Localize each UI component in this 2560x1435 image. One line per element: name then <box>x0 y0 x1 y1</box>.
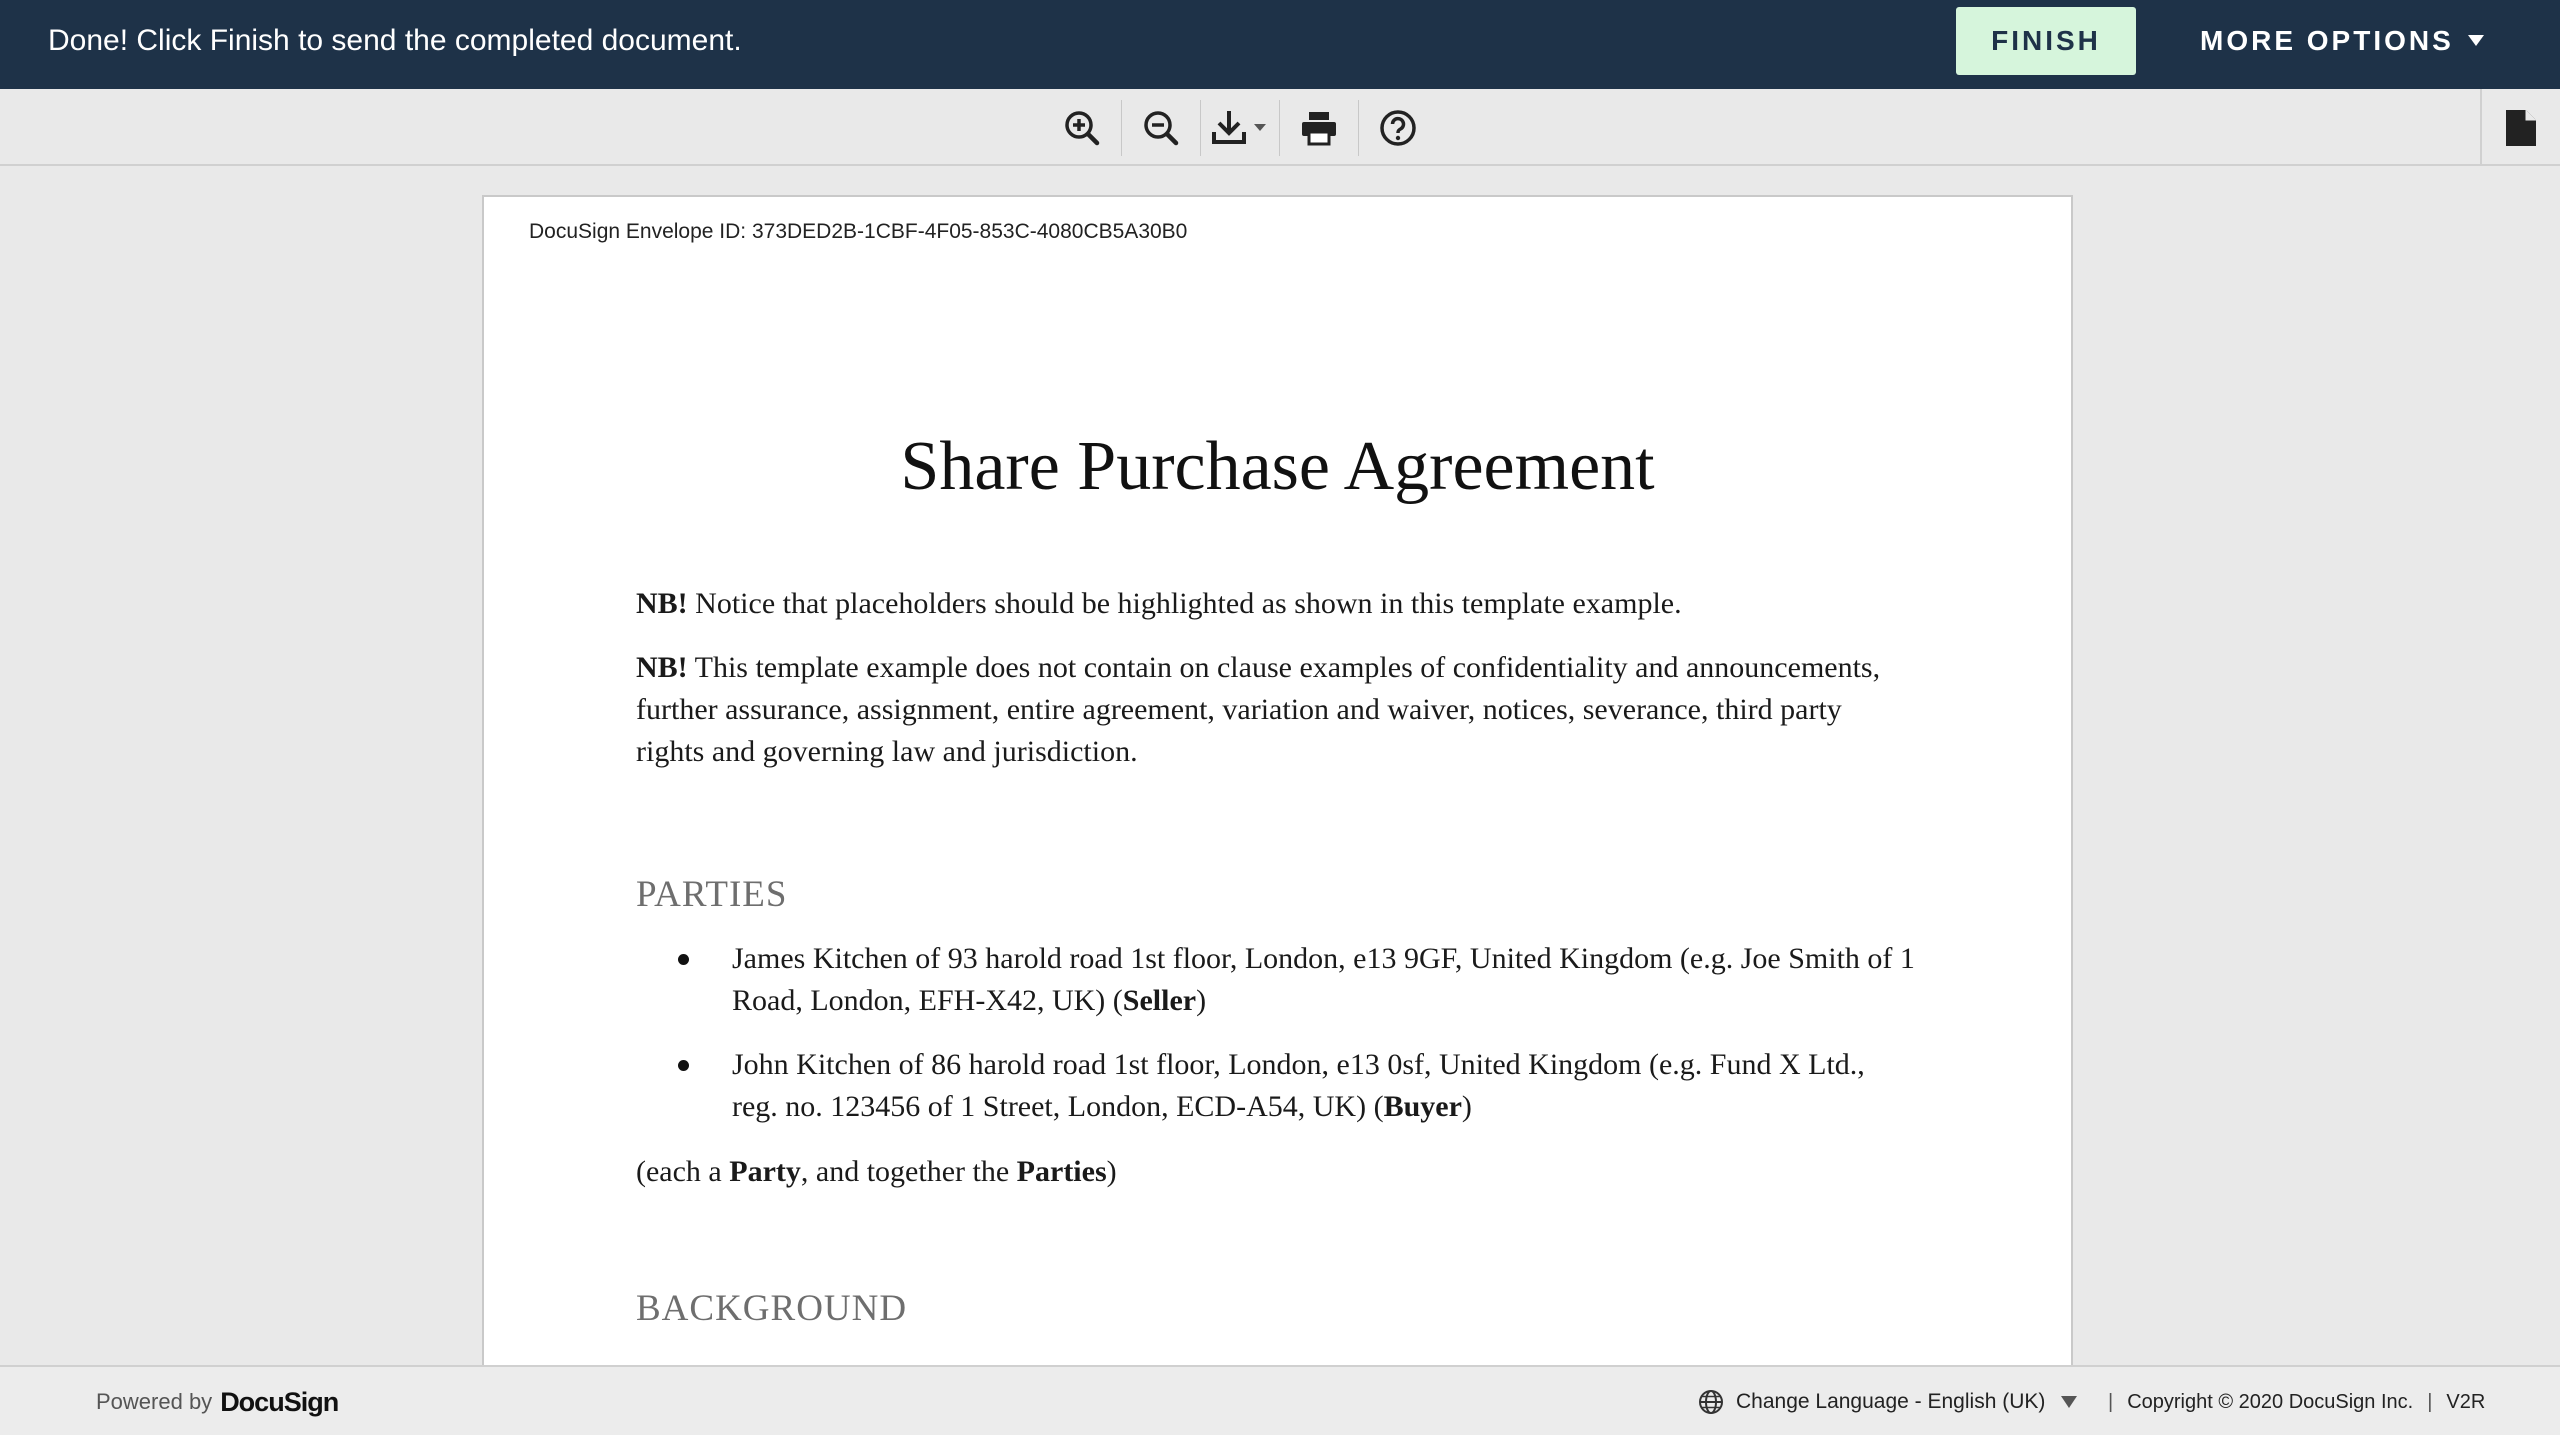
chevron-down-icon <box>2061 1396 2077 1408</box>
document-panel-button[interactable] <box>2480 89 2560 166</box>
divider: | <box>2108 1390 2114 1413</box>
print-icon <box>1300 109 1338 147</box>
globe-icon <box>1698 1389 1724 1415</box>
powered-by <box>96 1367 338 1435</box>
list-item: John Kitchen of 86 harold road 1st floor, London, e13 0sf, United Kingdom (e.g. Fund X Ltd., reg. no. 123456 of 1 Street, London, ECD-A54, UK) (Buyer) <box>636 1044 1916 1128</box>
help-icon <box>1379 109 1417 147</box>
zoom-out-button[interactable] <box>1122 98 1200 158</box>
document-page <box>482 195 2073 1365</box>
bullet-icon <box>678 954 689 965</box>
defined-term: Party <box>729 1155 801 1188</box>
definition-text: ) <box>1106 1155 1117 1188</box>
list-item: James Kitchen of 93 harold road 1st floor, London, e13 9GF, United Kingdom (e.g. Joe Smith of 1 Road, London, EFH-X42, UK) (Seller) <box>636 938 1916 1022</box>
defined-term: Parties <box>1016 1155 1107 1188</box>
notice-text: This template example does not contain on clause examples of confidentiality and announcements, further assurance, assignment, entire agreement, variation and waiver, notices, severance, third party rights and governing law and jurisdiction. <box>636 651 1881 768</box>
nb-label: NB! <box>636 587 688 620</box>
print-button[interactable] <box>1280 98 1358 158</box>
bullet-icon <box>678 1060 689 1071</box>
party-role: Seller <box>1122 984 1197 1017</box>
envelope-id: DocuSign Envelope ID: 373DED2B-1CBF-4F05-853C-4080CB5A30B0 <box>529 220 1188 243</box>
language-label: Change Language - English (UK) <box>1736 1390 2046 1413</box>
download-icon <box>1211 108 1269 148</box>
powered-by-label: Powered by <box>96 1389 213 1414</box>
chevron-down-icon <box>2468 35 2484 46</box>
download-button[interactable] <box>1201 98 1279 158</box>
notice-paragraph-1 <box>636 583 1896 625</box>
more-options-menu[interactable] <box>2200 0 2484 82</box>
zoom-out-icon <box>1142 109 1180 147</box>
nb-label: NB! <box>636 651 688 684</box>
definition-text: , and together the <box>800 1155 1017 1188</box>
notice-text: Notice that placeholders should be highlighted as shown in this template example. <box>687 587 1682 620</box>
more-options-label: MORE OPTIONS <box>2200 25 2454 56</box>
help-button[interactable] <box>1359 98 1437 158</box>
parties-definition <box>636 1151 1896 1193</box>
party-role: Buyer <box>1383 1090 1462 1123</box>
document-viewer[interactable] <box>0 166 2560 1365</box>
zoom-in-icon <box>1063 109 1101 147</box>
document-title: Share Purchase Agreement <box>900 428 1655 505</box>
party-description: James Kitchen of 93 harold road 1st floor, London, e13 9GF, United Kingdom (e.g. Joe Smith of 1 Road, London, EFH-X42, UK) ( <box>732 942 1915 1017</box>
parties-heading: PARTIES <box>636 874 788 915</box>
notice-paragraph-2 <box>636 647 1896 773</box>
background-heading: BACKGROUND <box>636 1288 908 1329</box>
copyright-area <box>2094 1367 2485 1435</box>
parties-list <box>636 938 1916 1150</box>
footer <box>0 1365 2560 1435</box>
completion-banner <box>0 0 2560 89</box>
change-language-dropdown[interactable] <box>1698 1367 2077 1435</box>
docusign-logo: DocuSign <box>220 1386 339 1417</box>
document-icon <box>2504 108 2538 148</box>
zoom-in-button[interactable] <box>1043 98 1121 158</box>
copyright-text: Copyright © 2020 DocuSign Inc. <box>2127 1390 2414 1413</box>
definition-text: (each a <box>636 1155 730 1188</box>
finish-button[interactable]: FINISH <box>1956 7 2136 75</box>
completion-message: Done! Click Finish to send the completed document. <box>48 24 742 57</box>
version-label: V2R <box>2446 1390 2486 1413</box>
divider: | <box>2427 1390 2433 1413</box>
party-description: John Kitchen of 86 harold road 1st floor, London, e13 0sf, United Kingdom (e.g. Fund X Ltd., reg. no. 123456 of 1 Street, London, ECD-A54, UK) ( <box>732 1048 1865 1123</box>
document-toolbar <box>0 89 2560 166</box>
